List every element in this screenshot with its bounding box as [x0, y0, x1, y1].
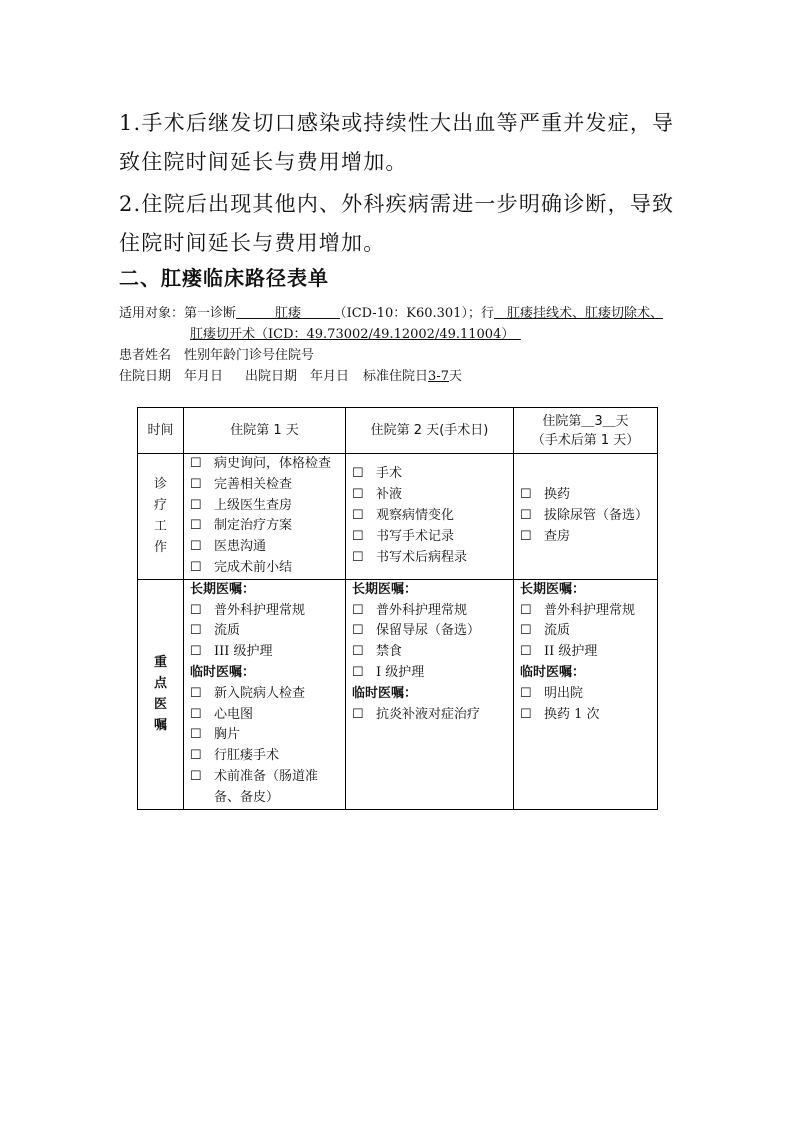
checkbox-icon[interactable]: ☐ — [352, 623, 364, 639]
checklist-item[interactable]: ☐ II 级护理 — [520, 642, 653, 663]
checkbox-icon[interactable]: ☐ — [352, 487, 364, 503]
orders-day2 — [346, 579, 514, 809]
paragraph-2: 2.住院后出现其他内、外科疾病需进一步明确诊断，导致住院时间延长与费用增加。 — [119, 192, 675, 255]
checkbox-icon[interactable]: ☐ — [520, 644, 532, 660]
checkbox-icon[interactable]: ☐ — [520, 623, 532, 639]
work-day2 — [346, 454, 514, 580]
checkbox-icon[interactable]: ☐ — [190, 706, 202, 722]
checkbox-icon[interactable]: ☐ — [190, 559, 202, 575]
checkbox-icon[interactable]: ☐ — [352, 549, 364, 565]
long-term-orders-label: 长期医嘱： — [352, 581, 418, 597]
checkbox-icon[interactable]: ☐ — [520, 507, 532, 523]
work-day3 — [514, 454, 658, 580]
clinical-pathway-table — [137, 407, 658, 810]
orders-row-label: 重 点 医 嘱 — [138, 579, 184, 809]
discharge-date: 出院日期 年月日 — [245, 369, 350, 384]
header-day3: 住院第＿3＿天 （手术后第 1 天） — [514, 408, 658, 454]
checklist-item[interactable]: ☐ I 级护理 — [352, 663, 509, 684]
checklist-item[interactable]: ☐ 换药 — [520, 485, 653, 506]
patient-line: 患者姓名 性别年龄门诊号住院号 — [119, 348, 315, 363]
checkbox-icon[interactable]: ☐ — [352, 664, 364, 680]
checklist-item[interactable]: ☐ 流质 — [520, 621, 653, 642]
checklist-item[interactable]: ☐ 书写手术记录 — [352, 527, 509, 548]
checkbox-icon[interactable]: ☐ — [190, 539, 202, 555]
checkbox-icon[interactable]: ☐ — [190, 602, 202, 618]
checklist-item[interactable]: ☐ 观察病情变化 — [352, 506, 509, 527]
checkbox-icon[interactable]: ☐ — [190, 518, 202, 534]
checklist-item[interactable]: ☐ 完善相关检查 — [190, 475, 341, 496]
checklist-item[interactable]: ☐ 普外科护理常规 — [190, 601, 341, 622]
checklist-item[interactable]: ☐ III 级护理 — [190, 642, 341, 663]
checkbox-icon[interactable]: ☐ — [190, 456, 202, 471]
checkbox-icon[interactable]: ☐ — [190, 748, 202, 764]
standard-stay-days: 3-7 — [428, 369, 449, 384]
long-term-orders-label: 长期医嘱： — [190, 581, 256, 597]
header-day1: 住院第 1 天 — [184, 408, 346, 454]
checkbox-icon[interactable]: ☐ — [520, 685, 532, 701]
applicable-object — [119, 303, 689, 345]
checkbox-icon[interactable]: ☐ — [352, 528, 364, 544]
checklist-item[interactable]: ☐ 制定治疗方案 — [190, 516, 341, 537]
standard-stay-unit: 天 — [448, 369, 462, 384]
first-diagnosis: 肛瘘 — [275, 306, 302, 321]
icd10-code: （ICD-10：K60.301）；行 — [340, 306, 494, 321]
header-time: 时间 — [138, 408, 184, 454]
orders-row — [138, 579, 658, 809]
checkbox-icon[interactable]: ☐ — [190, 768, 202, 784]
checkbox-icon[interactable]: ☐ — [352, 466, 364, 482]
checklist-item[interactable]: ☐ 补液 — [352, 485, 509, 506]
header-day2: 住院第 2 天(手术日) — [346, 408, 514, 454]
checkbox-icon[interactable]: ☐ — [190, 685, 202, 701]
temporary-orders-label: 临时医嘱： — [520, 664, 586, 680]
checkbox-icon[interactable]: ☐ — [352, 507, 364, 523]
section-title: 二、肛瘘临床路径表单 — [119, 266, 329, 290]
checkbox-icon[interactable]: ☐ — [352, 644, 364, 660]
checkbox-icon[interactable]: ☐ — [352, 602, 364, 618]
checklist-item[interactable]: ☐ 书写术后病程录 — [352, 548, 509, 569]
checklist-item[interactable]: ☐ 心电图 — [190, 705, 341, 726]
checkbox-icon[interactable]: ☐ — [352, 706, 364, 722]
temporary-orders-label: 临时医嘱： — [352, 685, 418, 701]
temporary-orders-label: 临时医嘱： — [190, 664, 256, 680]
orders-day1 — [184, 579, 346, 809]
checklist-item[interactable]: ☐ 拔除尿管（备选） — [520, 506, 653, 527]
checkbox-icon[interactable]: ☐ — [190, 476, 202, 492]
checkbox-icon[interactable]: ☐ — [190, 497, 202, 513]
applicable-prefix: 适用对象：第一诊断 — [119, 306, 237, 321]
checklist-item[interactable]: ☐ 换药 1 次 — [520, 705, 653, 726]
checklist-item[interactable]: ☐ 普外科护理常规 — [520, 601, 653, 622]
checklist-item[interactable]: ☐ 手术 — [352, 464, 509, 485]
checklist-item[interactable]: ☐ 查房 — [520, 527, 653, 548]
work-row — [138, 454, 658, 580]
standard-stay-label: 标准住院日 — [363, 369, 429, 384]
checklist-item[interactable]: ☐ 流质 — [190, 621, 341, 642]
procedure-list-line2: 肛瘘切开术（ICD：49.73002/49.12002/49.11004） — [190, 327, 508, 342]
checkbox-icon[interactable]: ☐ — [520, 602, 532, 618]
checkbox-icon[interactable]: ☐ — [190, 623, 202, 639]
checkbox-icon[interactable]: ☐ — [520, 706, 532, 722]
checklist-item[interactable]: ☐ 术前准备（肠道准备、备皮） — [190, 767, 341, 809]
checklist-item[interactable]: ☐ 上级医生查房 — [190, 496, 341, 517]
dates-line — [119, 366, 689, 387]
checklist-item[interactable]: ☐ 医患沟通 — [190, 537, 341, 558]
checklist-item[interactable]: ☐ 普外科护理常规 — [352, 601, 509, 622]
checklist-item[interactable]: ☐ 完成术前小结 — [190, 558, 341, 579]
paragraph-1: 1.手术后继发切口感染或持续性大出血等严重并发症，导致住院时间延长与费用增加。 — [119, 111, 675, 174]
procedure-list: 肛瘘挂线术、肛瘘切除术、 — [506, 306, 663, 321]
checklist-item[interactable]: ☐ 胸片 — [190, 725, 341, 746]
orders-day3 — [514, 579, 658, 809]
work-row-label: 诊 疗 工 作 — [138, 454, 184, 580]
checkbox-icon[interactable]: ☐ — [190, 644, 202, 660]
long-term-orders-label: 长期医嘱： — [520, 581, 586, 597]
checklist-item[interactable]: ☐ 行肛瘘手术 — [190, 746, 341, 767]
checklist-item[interactable]: ☐ 病史询问，体格检查 — [190, 454, 341, 475]
checklist-item[interactable]: ☐ 新入院病人检查 — [190, 684, 341, 705]
admit-date: 住院日期 年月日 — [119, 369, 224, 384]
checkbox-icon[interactable]: ☐ — [520, 487, 532, 503]
checklist-item[interactable]: ☐ 保留导尿（备选） — [352, 621, 509, 642]
checklist-item[interactable]: ☐ 抗炎补液对症治疗 — [352, 705, 509, 726]
header-row — [138, 408, 658, 454]
work-day1 — [184, 454, 346, 580]
checklist-item[interactable]: ☐ 禁食 — [352, 642, 509, 663]
checkbox-icon[interactable]: ☐ — [520, 528, 532, 544]
checkbox-icon[interactable]: ☐ — [190, 727, 202, 743]
checklist-item[interactable]: ☐ 明出院 — [520, 684, 653, 705]
